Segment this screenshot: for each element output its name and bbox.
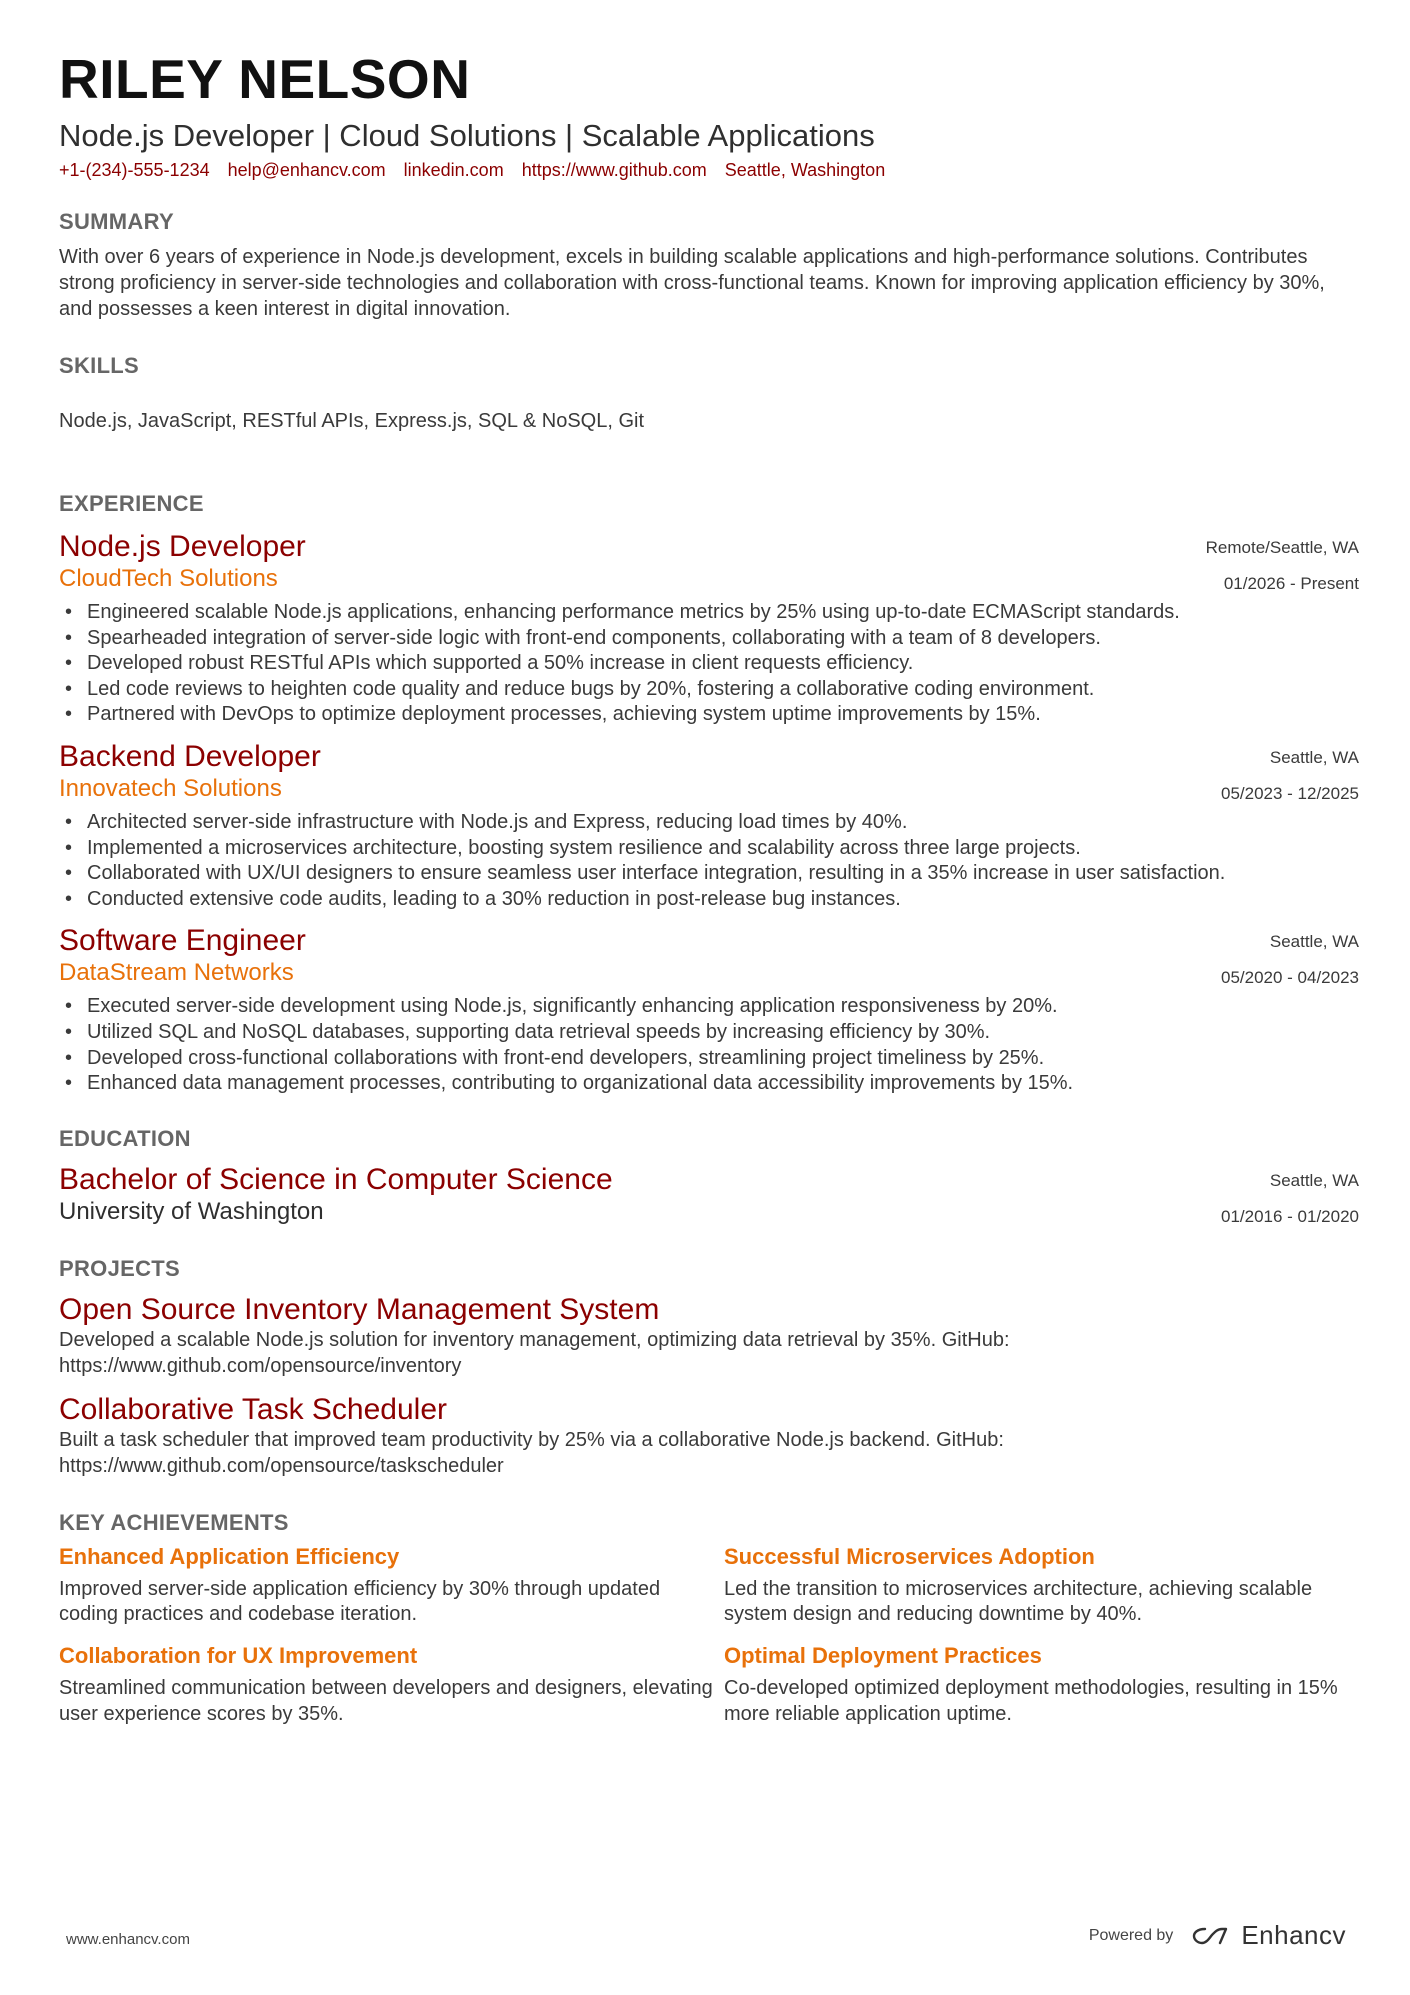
achievement-description: Improved server-side application efficiency by 30% through updated coding practices and codebase iteration. [59,1577,661,1626]
achievements-grid [59,1543,1359,1727]
phone-link[interactable]: +1-(234)-555-1234 [59,160,210,180]
education-section [59,1125,1359,1227]
job-location: Remote/Seattle, WA [1205,538,1359,557]
job-entry [59,530,1359,728]
bullet-item: • Collaborated with UX/UI designers to ensure seamless user interface integration, resulting in a 35% increase in user satisfaction. [59,861,1359,887]
skills-title: SKILLS [59,353,140,378]
job-location: Seattle, WA [1269,932,1359,952]
job-dates: 01/2026 - Present [1223,574,1359,593]
bullet-item: • Executed server-side development using Node.js, significantly enhancing application responsiveness by 20%. [59,994,1359,1020]
education-dates: 01/2016 - 01/2020 [1220,1206,1359,1226]
job-bullets [59,600,1359,728]
achievement-title: Collaboration for UX Improvement [59,1642,418,1668]
bullet-item: • Utilized SQL and NoSQL databases, supporting data retrieval speeds by increasing efficiency by 30%. [59,1020,1359,1046]
bullet-item: • Led code reviews to heighten code quality and reduce bugs by 20%, fostering a collaborative coding environment. [59,677,1359,703]
project-entry [59,1293,1359,1379]
achievement-item [59,1543,724,1628]
project-description: Built a task scheduler that improved team productivity by 25% via a collaborative Node.js backend. GitHub: https://www.github.com/opensource/taskscheduler [59,1428,1004,1477]
project-title: Collaborative Task Scheduler [59,1392,447,1426]
job-location: Seattle, WA [1269,747,1359,767]
bullet-item: • Partnered with DevOps to optimize deployment processes, achieving system uptime improvements by 15%. [59,702,1359,728]
experience-title: EXPERIENCE [59,491,204,516]
job-meta [1206,530,1359,602]
achievement-title: Enhanced Application Efficiency [59,1543,400,1569]
education-meta [1221,1163,1359,1235]
job-title: Software Engineer [59,924,306,958]
powered-by-label: Powered by [1088,1926,1174,1944]
education-location: Seattle, WA [1269,1170,1359,1190]
job-dates: 05/2020 - 04/2023 [1220,968,1359,988]
bullet-item: • Engineered scalable Node.js applications, enhancing performance metrics by 25% using up-to-date ECMAScript standards. [59,600,1359,626]
github-link[interactable]: https://www.github.com [521,160,707,180]
education-entry [59,1163,1359,1227]
job-company: CloudTech Solutions [59,565,278,592]
summary-section [59,208,1359,322]
project-description: Developed a scalable Node.js solution for inventory management, optimizing data retrieval by 35%. GitHub: https://www.github.com/opensource/inventory [59,1328,1010,1377]
email-link[interactable]: help@enhancv.com [227,160,386,180]
enhancv-logo[interactable] [1191,1920,1346,1951]
project-title: Open Source Inventory Management System [59,1292,660,1326]
achievement-description: Streamlined communication between developers and designers, elevating user experience scores by 35%. [59,1676,713,1725]
job-meta [1221,740,1359,812]
footer-branding [1089,1920,1346,1951]
achievement-item [724,1543,1359,1628]
linkedin-link[interactable]: linkedin.com [403,160,504,180]
footer-website[interactable]: www.enhancv.com [66,1931,190,1948]
enhancv-logo-text: Enhancv [1241,1920,1346,1950]
summary-text: With over 6 years of experience in Node.js development, excels in building scalable applications and high-performance solutions. Contributes strong proficiency in server-side technologies and collaboration with cross-functional teams. Known for improving application efficiency by 30%, and possesses a keen interest in digital innovation. [59,246,1325,320]
job-company: DataStream Networks [59,959,294,987]
job-bullets [59,994,1359,1096]
achievement-title: Optimal Deployment Practices [724,1642,1042,1668]
bullet-item: • Developed robust RESTful APIs which supported a 50% increase in client requests efficiency. [59,651,1359,677]
resume-page [59,48,1359,1727]
job-bullets [59,810,1359,912]
job-entry [59,924,1359,1096]
resume-header [59,48,1359,182]
location-text: Seattle, Washington [724,160,886,180]
job-title: Node.js Developer [59,530,306,563]
bullet-item: • Enhanced data management processes, contributing to organizational data accessibility improvements by 15%. [59,1071,1359,1097]
achievements-title: KEY ACHIEVEMENTS [59,1509,289,1535]
bullet-item: • Implemented a microservices architecture, boosting system resilience and scalability across three large projects. [59,836,1359,862]
achievement-title: Successful Microservices Adoption [724,1543,1095,1569]
bullet-item: • Spearheaded integration of server-side logic with front-end components, collaborating with a team of 8 developers. [59,626,1359,652]
job-company: Innovatech Solutions [59,774,282,802]
job-entry [59,740,1359,912]
job-meta [1221,924,1359,996]
experience-section [59,490,1359,1097]
bullet-item: • Developed cross-functional collaborations with front-end developers, streamlining project timeliness by 25%. [59,1046,1359,1072]
achievement-description: Co-developed optimized deployment methodologies, resulting in 15% more reliable application uptime. [724,1676,1338,1725]
skills-text: Node.js, JavaScript, RESTful APIs, Express.js, SQL & NoSQL, Git [59,410,645,432]
bullet-item: • Conducted extensive code audits, leading to a 30% reduction in post-release bug instances. [59,887,1359,913]
job-dates: 05/2023 - 12/2025 [1220,783,1359,803]
achievement-item [59,1642,724,1727]
bullet-item: • Architected server-side infrastructure with Node.js and Express, reducing load times by 40%. [59,810,1359,836]
school-name: University of Washington [59,1197,324,1225]
project-entry [59,1393,1359,1479]
candidate-name: RILEY NELSON [59,48,471,110]
degree-title: Bachelor of Science in Computer Science [59,1162,613,1196]
education-title: EDUCATION [59,1125,191,1151]
enhancv-logo-icon [1191,1925,1231,1947]
candidate-headline: Node.js Developer | Cloud Solutions | Scalable Applications [59,118,875,153]
job-title: Backend Developer [59,739,321,773]
achievement-item [724,1642,1359,1727]
summary-title: SUMMARY [59,209,174,234]
achievement-description: Led the transition to microservices architecture, achieving scalable system design and reducing downtime by 40%. [724,1577,1313,1626]
achievements-section [59,1509,1359,1727]
skills-section [59,352,1359,434]
projects-title: PROJECTS [59,1255,180,1281]
projects-section [59,1255,1359,1479]
contact-info [59,158,1359,182]
